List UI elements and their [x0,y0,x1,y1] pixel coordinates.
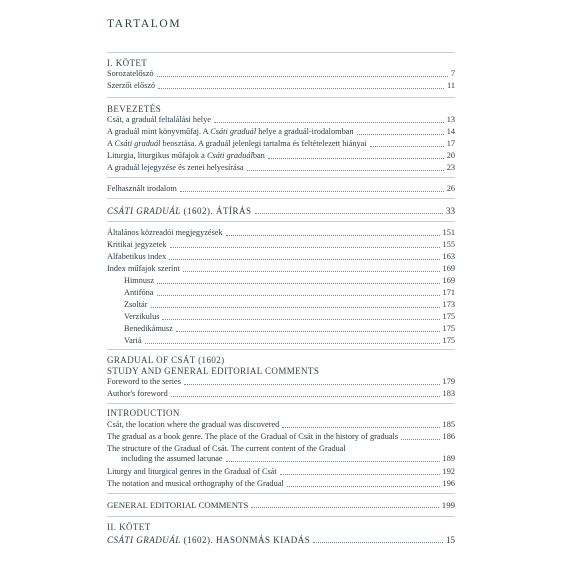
toc-entry-page: 173 [442,300,455,309]
leader-dots [357,134,444,135]
toc-entry-page: 169 [442,264,455,273]
toc-entry-label: Sorozatelőszó [107,69,154,78]
toc-entry-label: Alfabetikus index [107,252,167,261]
leader-dots [180,191,444,192]
leader-dots [157,283,440,284]
toc-entry-label: Zsoltár [124,300,148,309]
toc-entry-label: Benedikámusz [124,324,173,333]
toc-entry-label: Liturgy and liturgical genres in the Gradual of Csát [107,467,277,476]
toc-entry[interactable] [107,418,455,430]
toc-entry-page: 13 [446,115,455,124]
leader-dots [287,486,440,487]
toc-entry[interactable] [107,477,455,489]
toc-entry-page: 15 [446,535,455,545]
toc-entry[interactable] [107,79,455,91]
toc-entry-label: CSÁTI GRADUÁL (1602). ÁTÍRÁS [107,206,252,216]
toc-entry-page: 11 [447,81,455,90]
toc-entry-page: 175 [442,312,455,321]
toc-entry-label: Liturgia, liturgikus műfajok a Csáti graduálban [107,151,265,160]
leader-dots [226,461,440,462]
bevezetes-heading: BEVEZETÉS [107,104,162,114]
toc-entry-label-line1: The structure of the Gradual of Csát. The current content of the Gradual [107,444,346,453]
leader-dots [226,235,440,236]
toc-entry-facsimile[interactable] [107,533,455,545]
toc-entry-label: Felhasznált irodalom [107,184,177,193]
toc-entry-page: 186 [442,432,455,441]
leader-dots [176,331,440,332]
divider [107,403,455,404]
toc-entry-page: 171 [442,288,455,297]
toc-entry[interactable] [107,375,455,387]
toc-entry-page: 175 [442,324,455,333]
leader-dots [162,319,439,320]
toc-entry[interactable] [107,161,455,173]
toc-entry-label: Általános közreadói megjegyzések [107,228,223,237]
leader-dots [370,146,444,147]
toc-entry[interactable] [107,67,455,79]
leader-dots [401,439,439,440]
divider [107,516,455,517]
divider [107,198,455,199]
toc-entry-label: Csát, the location where the gradual was discovered [107,420,280,429]
toc-subentry[interactable] [107,310,455,322]
toc-entry-label: Szerzői előszó [107,81,156,90]
toc-entry[interactable] [107,226,455,238]
leader-dots [157,295,440,296]
leader-dots [157,76,448,77]
leader-dots [282,427,439,428]
toc-entry-label: A Csáti graduál beosztása. A graduál jelenlegi tartalma és feltételezett hiányai [107,139,367,148]
leader-dots [251,507,438,508]
toc-entry-label: Himnusz [124,276,154,285]
divider [107,221,455,222]
toc-entry-label: Author's foreword [107,389,168,398]
toc-entry[interactable] [107,498,455,510]
leader-dots [313,542,443,543]
toc-entry-page: 7 [450,69,455,78]
leader-dots [280,474,440,475]
toc-entry-page: 179 [442,377,455,386]
toc-entry-page: 14 [446,127,455,136]
leader-dots [171,396,440,397]
leader-dots [145,343,440,344]
toc-entry-label: The gradual as a book genre. The place of the Gradual of Csát in the history of graduals [107,432,399,441]
toc-subentry[interactable] [107,334,455,346]
english-subheading: STUDY AND GENERAL EDITORIAL COMMENTS [107,366,320,376]
toc-entry-page: 17 [446,139,455,148]
toc-entry-page: 183 [442,389,455,398]
leader-dots [158,88,444,89]
toc-subentry[interactable] [107,322,455,334]
divider [107,177,455,178]
toc-entry-label: The notation and musical orthography of the Gradual [107,479,284,488]
toc-entry-label: Kritikai jegyzetek [107,240,167,249]
toc-entry-page: 185 [442,420,455,429]
toc-entry-page: 33 [446,206,455,216]
toc-entry-atiras[interactable] [107,204,455,216]
toc-entry[interactable] [107,113,455,125]
toc-entry-page: 196 [442,479,455,488]
volume-2-heading: II. KÖTET [107,522,151,532]
toc-entry[interactable] [107,387,455,399]
toc-entry-label: GENERAL EDITORIAL COMMENTS [107,500,249,510]
toc-entry[interactable] [107,182,455,194]
divider [107,493,455,494]
toc-subentry[interactable] [107,274,455,286]
toc-entry[interactable] [107,262,455,274]
toc-entry-page: 163 [442,252,455,261]
leader-dots [170,247,440,248]
leader-dots [183,271,440,272]
toc-entry-page: 151 [442,228,455,237]
toc-entry-page: 26 [446,184,455,193]
toc-entry[interactable] [107,137,455,149]
toc-entry-page: 20 [446,151,455,160]
toc-entry-label: Verzikulus [124,312,160,321]
toc-entry-page: 192 [442,467,455,476]
divider [107,52,455,53]
toc-entry-label: Csát, a graduál feltalálási helye [107,115,211,124]
leader-dots [169,259,439,260]
volume-1-heading: I. KÖTET [107,58,148,68]
toc-subentry[interactable] [107,286,455,298]
toc-entry-label: CSÁTI GRADUÁL (1602). HASONMÁS KIADÁS [107,535,311,545]
toc-entry-page: 155 [442,240,455,249]
divider [107,349,455,350]
toc-entry-label: Variá [124,336,142,345]
leader-dots [184,384,440,385]
toc-entry[interactable] [107,238,455,250]
introduction-heading: INTRODUCTION [107,408,180,418]
toc-entry-label: Foreword to the series [107,377,181,386]
toc-entry-page: 175 [442,336,455,345]
toc-entry-page: 199 [441,500,455,510]
english-heading: GRADUAL OF CSÁT (1602) [107,355,225,365]
toc-entry-label: A graduál mint könyvműfaj. A Csáti graduál helye a graduál-irodalomban [107,127,354,136]
toc-entry[interactable] [107,250,455,262]
toc-entry[interactable] [107,125,455,137]
page-title: TARTALOM [107,18,182,30]
leader-dots [247,170,444,171]
leader-dots [268,158,444,159]
toc-entry[interactable] [107,465,455,477]
toc-entry-label: A graduál lejegyzése és zenei helyesírása [107,163,244,172]
leader-dots [214,122,444,123]
toc-entry[interactable] [107,149,455,161]
toc-entry[interactable] [107,452,455,464]
toc-entry-label: including the assumed lacunae [121,454,223,463]
toc-entry-page: 169 [442,276,455,285]
toc-entry[interactable] [107,430,455,442]
leader-dots [151,307,440,308]
toc-entry-label: Index műfajok szerint [107,264,180,273]
toc-subentry[interactable] [107,298,455,310]
divider [107,97,455,98]
leader-dots [255,213,444,214]
toc-entry-page: 189 [442,454,455,463]
toc-entry-page: 23 [446,163,455,172]
toc-entry-label: Antifóna [124,288,154,297]
